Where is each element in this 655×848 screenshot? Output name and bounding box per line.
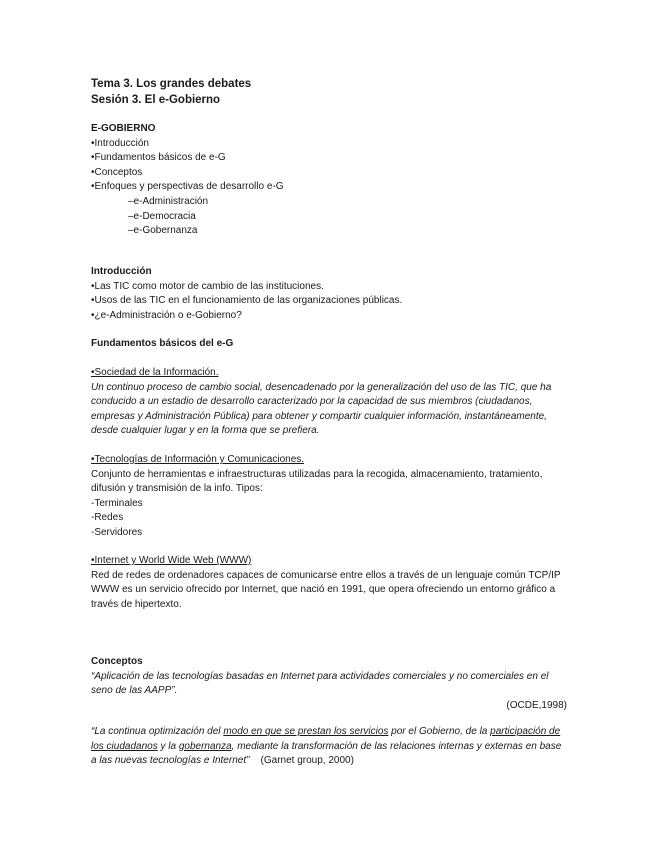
internet-definition: Red de redes de ordenadores capaces de comunicarse entre ellos a través de un lenguaje común TCP/IP	[91, 569, 561, 581]
outline-item: •Fundamentos básicos de e-G	[91, 152, 226, 164]
outline-item: •Conceptos	[91, 166, 143, 178]
tic-section	[91, 453, 567, 541]
intro-item: •Usos de las TIC en el funcionamiento de las organizaciones públicas.	[91, 295, 403, 307]
ocde-quote: “Aplicación de las tecnologías basadas en Internet para actividades comerciales y no comerciales en el seno de las AAPP”.	[91, 670, 549, 697]
outline-section	[91, 122, 567, 239]
tic-type: -Terminales	[91, 497, 143, 509]
quote-text: por el Gobierno, de la	[388, 726, 491, 737]
sociedad-title: •Sociedad de la Información.	[91, 367, 219, 378]
quote-underlined: modo en que se prestan los servicios	[223, 726, 389, 737]
document-header	[91, 76, 567, 108]
tic-title: •Tecnologías de Información y Comunicaciones.	[91, 454, 305, 465]
tic-type: -Redes	[91, 512, 124, 524]
garnet-quote	[91, 725, 567, 769]
outline-subitem: –e-Gobernanza	[128, 225, 198, 237]
quote-underlined: gobernanza	[178, 740, 232, 752]
internet-section	[91, 554, 567, 612]
outline-heading: E-GOBIERNO	[91, 123, 156, 134]
quote-text: “La continua optimización del	[91, 726, 224, 737]
outline-item: •Enfoques y perspectivas de desarrollo e-G	[91, 181, 284, 193]
fundamentos-heading: Fundamentos básicos del e-G	[91, 338, 234, 349]
outline-subitem: –e-Administración	[128, 195, 209, 207]
outline-subitem: –e-Democracia	[128, 210, 196, 222]
intro-item: •Las TIC como motor de cambio de las instituciones.	[91, 280, 324, 292]
intro-heading: Introducción	[91, 266, 152, 277]
quote-text: , mediante la transformación de las relaciones internas y externas en base a las nuevas tecnologías e Internet”	[91, 740, 562, 767]
sociedad-definition: Un continuo proceso de cambio social, desencadenado por la generalización del uso de las TIC, que ha conducido a un estadio de desarrollo caracterizado por la capacidad de sus miembros (ciudadanos, empresas y Administración Pública) para obtener y compartir cualquier información, instantáneamente, desde cualquier lugar y en la forma que se prefiera.	[91, 381, 552, 437]
garnet-citation: (Garnet group, 2000)	[249, 755, 354, 767]
topic-title: Tema 3. Los grandes debates	[91, 78, 252, 90]
quote-underlined: participación de los ciudadanos	[91, 726, 561, 752]
intro-section	[91, 265, 567, 323]
conceptos-section	[91, 655, 567, 713]
sociedad-section	[91, 366, 567, 439]
tic-definition: Conjunto de herramientas e infraestructuras utilizadas para la recogida, almacenamiento, tratamiento, difusión y transmisión de la info. Tipos:	[91, 468, 543, 495]
ocde-citation: (OCDE,1998)	[506, 699, 567, 711]
session-title: Sesión 3. El e-Gobierno	[91, 94, 221, 106]
outline-item: •Introducción	[91, 137, 149, 149]
tic-type: -Servidores	[91, 526, 143, 538]
www-definition: WWW es un servicio ofrecido por Internet, que nació en 1991, que opera ofreciendo un entorno gráfico a través de hipertexto.	[91, 584, 556, 610]
internet-title: •Internet y World Wide Web (WWW)	[91, 555, 252, 566]
quote-text: y la	[157, 740, 179, 752]
intro-item: •¿e-Administración o e-Gobierno?	[91, 309, 242, 321]
conceptos-heading: Conceptos	[91, 656, 143, 667]
